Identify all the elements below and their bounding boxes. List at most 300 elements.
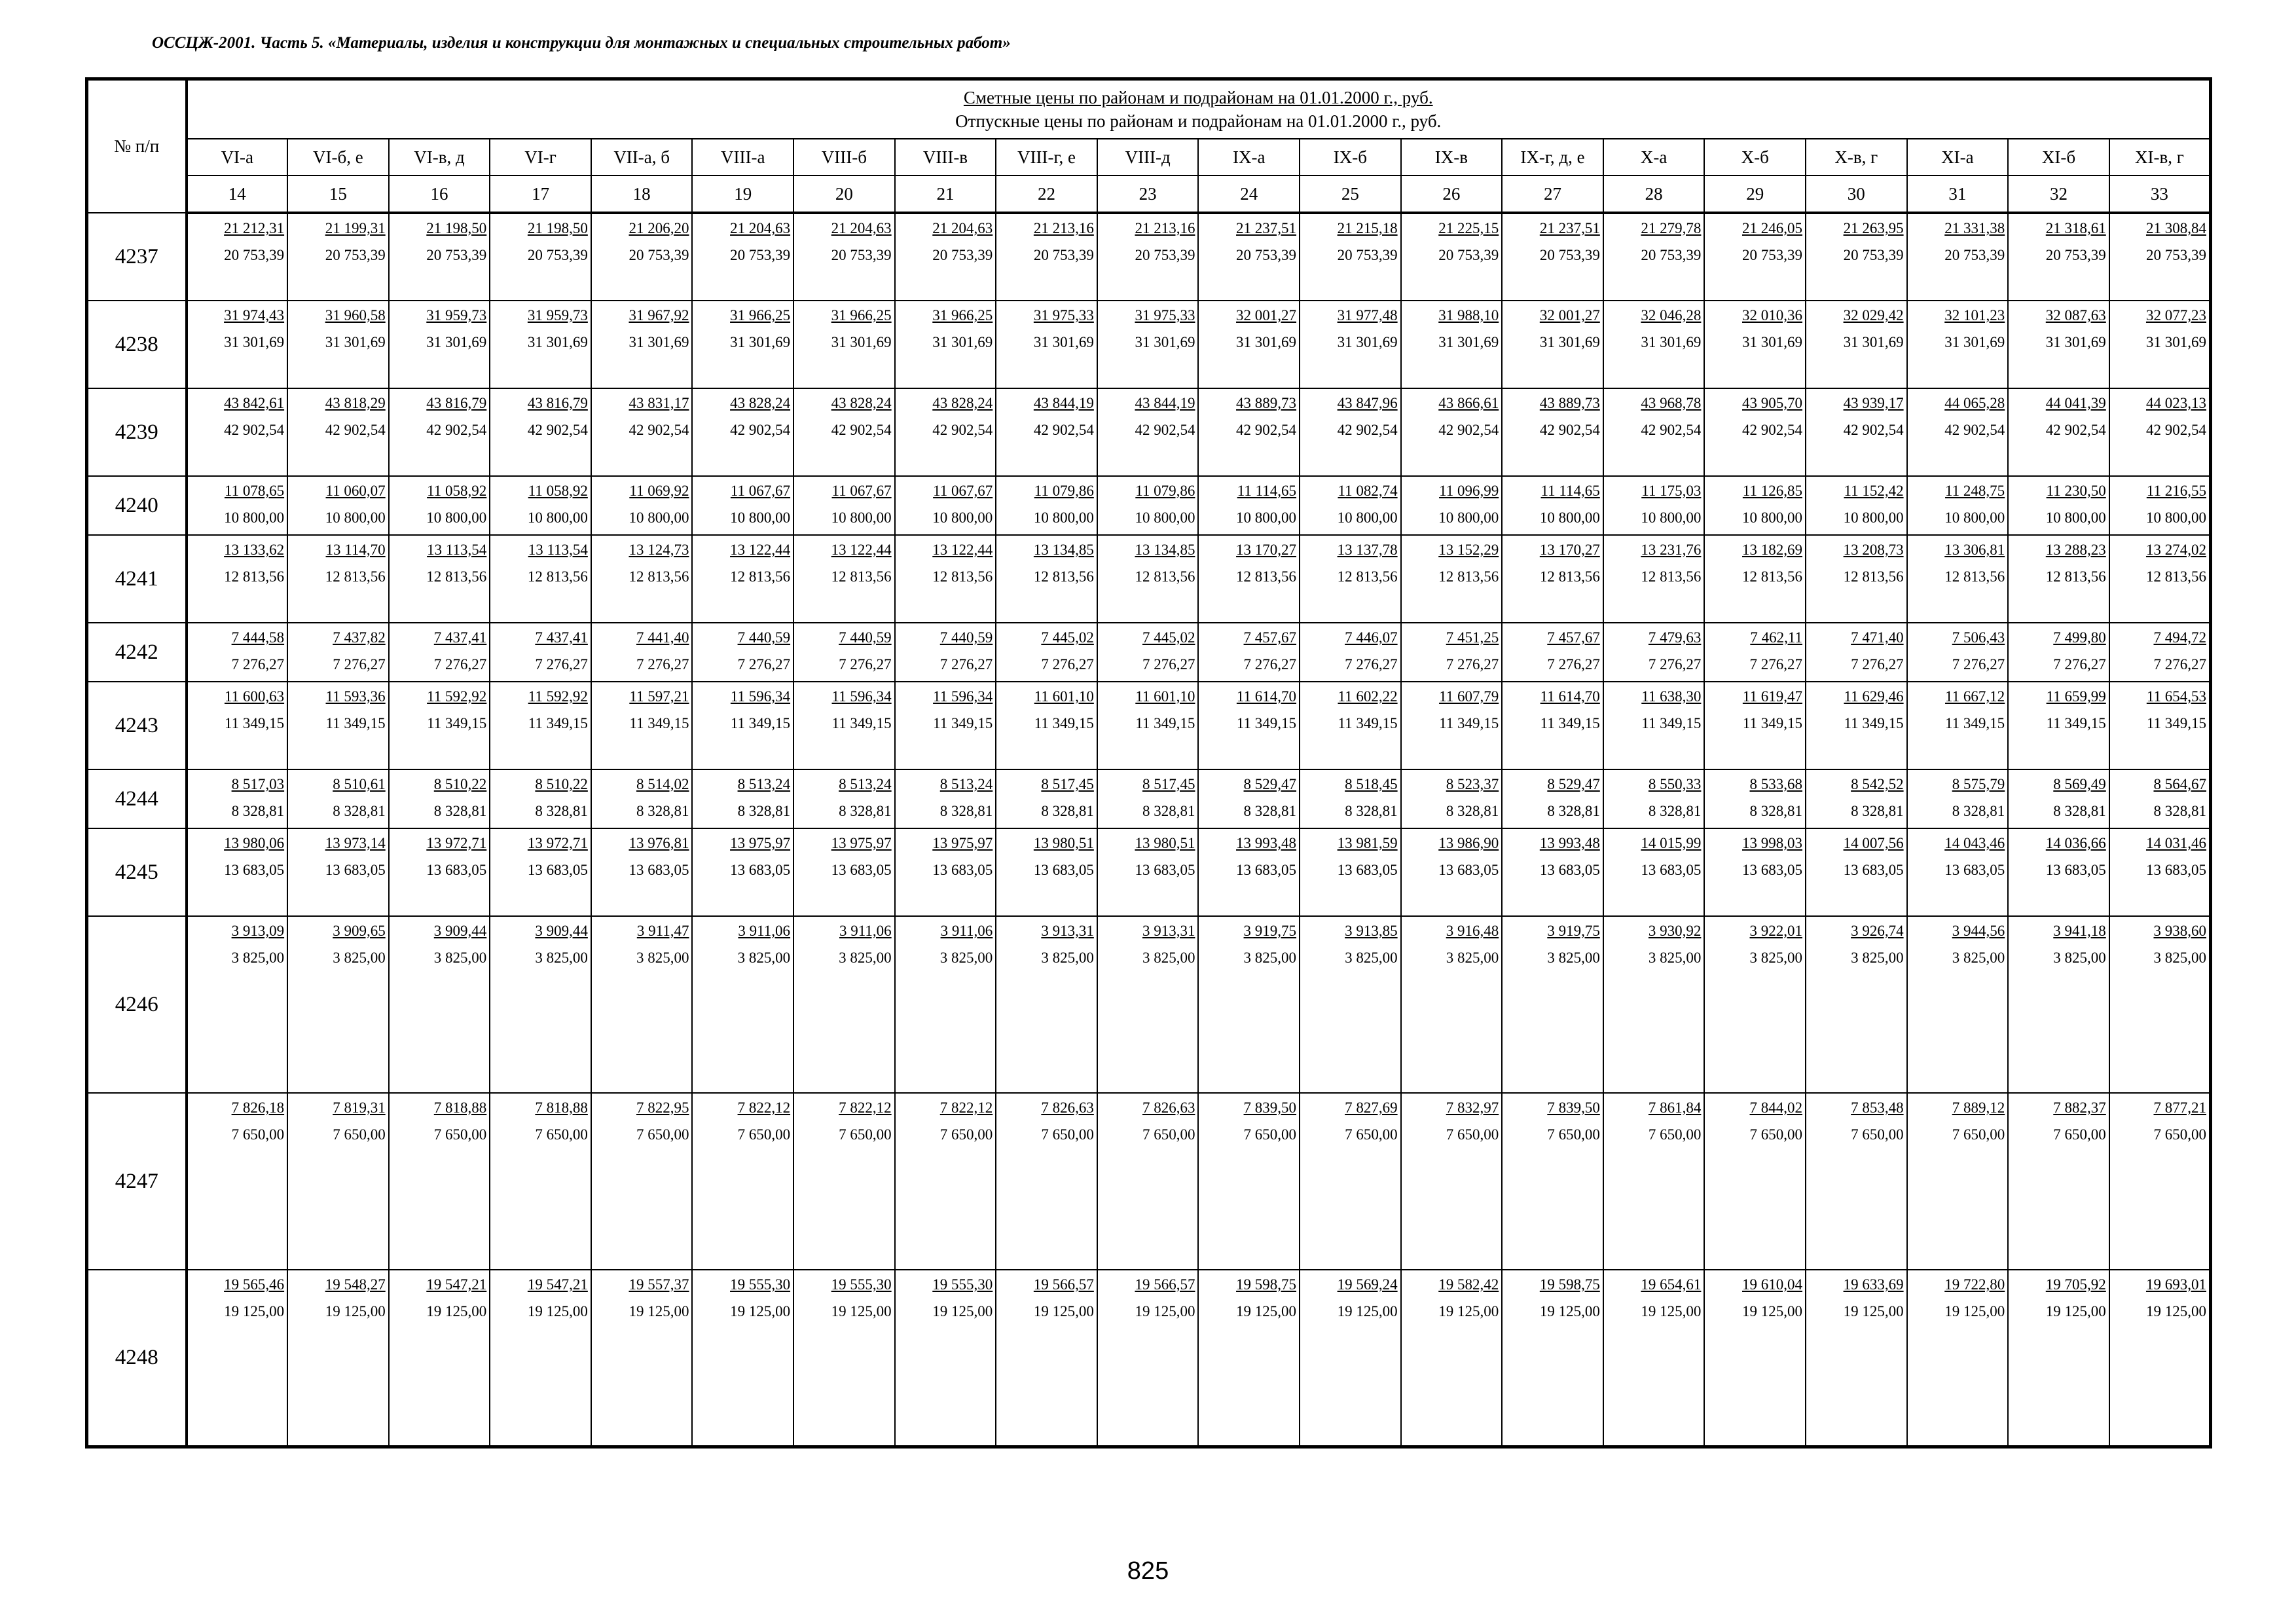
price-cell xyxy=(389,623,490,682)
estimate-price: 13 274,02 xyxy=(2145,542,2206,558)
release-price: 8 328,81 xyxy=(1851,803,1904,819)
price-cell xyxy=(490,1093,591,1270)
estimate-price: 11 058,92 xyxy=(528,483,588,499)
release-price: 3 825,00 xyxy=(2053,950,2106,966)
price-cell xyxy=(187,301,288,388)
release-price: 7 276,27 xyxy=(1345,656,1398,673)
price-cell xyxy=(1704,828,1806,916)
release-price: 10 800,00 xyxy=(1742,509,1802,526)
release-price: 31 301,69 xyxy=(1641,334,1702,350)
price-cell xyxy=(1603,769,1705,828)
estimate-price: 11 114,65 xyxy=(1237,483,1297,499)
release-price: 12 813,56 xyxy=(629,568,689,585)
estimate-price: 19 610,04 xyxy=(1742,1276,1802,1293)
release-price: 19 125,00 xyxy=(2145,1303,2206,1320)
estimate-price: 13 114,70 xyxy=(325,542,386,558)
price-cell xyxy=(692,476,793,535)
release-price: 13 683,05 xyxy=(2145,862,2206,878)
release-price: 8 328,81 xyxy=(1041,803,1094,819)
release-price: 12 813,56 xyxy=(730,568,791,585)
estimate-price: 7 494,72 xyxy=(2153,629,2206,646)
price-cell xyxy=(287,682,389,769)
price-cell xyxy=(591,916,693,1093)
district-header: VII-а, б xyxy=(591,139,693,175)
price-cell xyxy=(692,623,793,682)
price-cell xyxy=(1704,1270,1806,1447)
column-number: 22 xyxy=(996,175,1097,213)
estimate-price: 32 101,23 xyxy=(1944,307,2005,323)
release-price: 7 650,00 xyxy=(1142,1126,1195,1143)
release-price: 13 683,05 xyxy=(932,862,993,878)
price-cell xyxy=(895,535,996,623)
price-cell xyxy=(1806,828,1907,916)
estimate-price: 19 555,30 xyxy=(932,1276,993,1293)
district-header: VI-в, д xyxy=(389,139,490,175)
estimate-price: 11 629,46 xyxy=(1844,688,1904,705)
release-price: 20 753,39 xyxy=(629,247,689,263)
release-price: 7 650,00 xyxy=(2053,1126,2106,1143)
price-cell xyxy=(895,623,996,682)
estimate-price: 19 633,69 xyxy=(1843,1276,1904,1293)
estimate-price: 3 919,75 xyxy=(1243,923,1297,939)
release-price: 42 902,54 xyxy=(730,422,791,438)
estimate-price: 13 975,97 xyxy=(932,835,993,851)
price-cell xyxy=(793,1270,895,1447)
price-cell xyxy=(1300,301,1401,388)
price-cell xyxy=(1502,769,1603,828)
estimate-price: 31 966,25 xyxy=(730,307,791,323)
estimate-price: 11 654,53 xyxy=(2146,688,2206,705)
release-price: 7 650,00 xyxy=(1749,1126,1802,1143)
estimate-price: 3 941,18 xyxy=(2053,923,2106,939)
release-price: 7 276,27 xyxy=(737,656,791,673)
price-cell xyxy=(1603,916,1705,1093)
estimate-price: 8 523,37 xyxy=(1446,776,1499,792)
price-cell xyxy=(1907,1270,2009,1447)
release-price: 13 683,05 xyxy=(426,862,487,878)
estimate-price: 13 124,73 xyxy=(629,542,689,558)
release-price: 20 753,39 xyxy=(1944,247,2005,263)
release-price: 10 800,00 xyxy=(1236,509,1297,526)
release-price: 3 825,00 xyxy=(231,950,285,966)
release-price: 31 301,69 xyxy=(2145,334,2206,350)
release-price: 20 753,39 xyxy=(1641,247,1702,263)
estimate-price: 3 911,06 xyxy=(839,923,892,939)
release-price: 42 902,54 xyxy=(1539,422,1600,438)
price-cell xyxy=(1502,1270,1603,1447)
estimate-price: 21 199,31 xyxy=(325,220,386,236)
price-cell xyxy=(996,916,1097,1093)
release-price: 7 650,00 xyxy=(2153,1126,2206,1143)
estimate-price: 8 550,33 xyxy=(1648,776,1702,792)
estimate-price: 21 263,95 xyxy=(1843,220,1904,236)
estimate-price: 8 514,02 xyxy=(636,776,689,792)
release-price: 3 825,00 xyxy=(1547,950,1600,966)
estimate-price: 13 288,23 xyxy=(2045,542,2106,558)
district-header: VIII-б xyxy=(793,139,895,175)
column-number: 26 xyxy=(1401,175,1503,213)
price-cell xyxy=(591,388,693,476)
release-price: 20 753,39 xyxy=(527,247,588,263)
estimate-price: 11 175,03 xyxy=(1641,483,1702,499)
release-price: 8 328,81 xyxy=(1952,803,2005,819)
release-price: 42 902,54 xyxy=(1337,422,1398,438)
estimate-price: 13 980,06 xyxy=(224,835,285,851)
price-cell xyxy=(287,1093,389,1270)
release-price: 19 125,00 xyxy=(629,1303,689,1320)
release-price: 12 813,56 xyxy=(2145,568,2206,585)
estimate-price: 43 816,79 xyxy=(527,395,588,411)
price-cell xyxy=(2109,213,2211,301)
table-row xyxy=(87,828,2211,916)
price-cell xyxy=(1907,769,2009,828)
estimate-price: 13 208,73 xyxy=(1843,542,1904,558)
estimate-price: 19 722,80 xyxy=(1944,1276,2005,1293)
price-cell xyxy=(1401,213,1503,301)
price-cell xyxy=(2008,769,2109,828)
price-cell xyxy=(1401,476,1503,535)
estimate-price: 7 818,88 xyxy=(535,1099,588,1116)
estimate-price: 3 909,65 xyxy=(333,923,386,939)
price-cell xyxy=(2109,301,2211,388)
estimate-price: 11 067,67 xyxy=(933,483,993,499)
estimate-price: 7 506,43 xyxy=(1952,629,2005,646)
estimate-price: 19 582,42 xyxy=(1438,1276,1499,1293)
estimate-price: 7 877,21 xyxy=(2153,1099,2206,1116)
estimate-price: 21 225,15 xyxy=(1438,220,1499,236)
release-price: 20 753,39 xyxy=(224,247,285,263)
release-price: 10 800,00 xyxy=(1033,509,1094,526)
estimate-price: 31 966,25 xyxy=(932,307,993,323)
estimate-price: 3 911,06 xyxy=(738,923,791,939)
price-cell xyxy=(1907,682,2009,769)
price-cell xyxy=(1907,388,2009,476)
release-price: 42 902,54 xyxy=(1742,422,1802,438)
estimate-price: 31 977,48 xyxy=(1337,307,1398,323)
estimate-price: 19 693,01 xyxy=(2145,1276,2206,1293)
release-price: 10 800,00 xyxy=(1438,509,1499,526)
release-price: 10 800,00 xyxy=(2145,509,2206,526)
price-cell xyxy=(895,682,996,769)
column-number: 28 xyxy=(1603,175,1705,213)
release-price: 3 825,00 xyxy=(535,950,588,966)
price-cell xyxy=(793,828,895,916)
release-price: 19 125,00 xyxy=(1135,1303,1195,1320)
release-price: 13 683,05 xyxy=(1337,862,1398,878)
price-cell xyxy=(793,388,895,476)
estimate-price: 3 913,31 xyxy=(1142,923,1195,939)
price-cell xyxy=(895,388,996,476)
estimate-price: 11 060,07 xyxy=(325,483,386,499)
release-price: 3 825,00 xyxy=(433,950,487,966)
estimate-price: 11 248,75 xyxy=(1945,483,2005,499)
release-price: 3 825,00 xyxy=(1142,950,1195,966)
estimate-price: 31 988,10 xyxy=(1438,307,1499,323)
estimate-price: 21 331,38 xyxy=(1944,220,2005,236)
release-price: 19 125,00 xyxy=(1742,1303,1802,1320)
release-price: 3 825,00 xyxy=(1446,950,1499,966)
table-row xyxy=(87,476,2211,535)
release-price: 8 328,81 xyxy=(636,803,689,819)
estimate-price: 11 614,70 xyxy=(1540,688,1600,705)
release-price: 7 276,27 xyxy=(433,656,487,673)
estimate-price: 8 518,45 xyxy=(1345,776,1398,792)
price-cell xyxy=(1603,1093,1705,1270)
estimate-price: 31 967,92 xyxy=(629,307,689,323)
estimate-price: 11 114,65 xyxy=(1540,483,1600,499)
release-price: 13 683,05 xyxy=(730,862,791,878)
price-cell xyxy=(1806,916,1907,1093)
price-cell xyxy=(996,388,1097,476)
price-cell xyxy=(996,682,1097,769)
estimate-price: 19 566,57 xyxy=(1033,1276,1094,1293)
price-cell xyxy=(389,213,490,301)
price-cell xyxy=(1502,213,1603,301)
estimate-price: 43 828,24 xyxy=(730,395,791,411)
release-price: 8 328,81 xyxy=(2153,803,2206,819)
price-cell xyxy=(389,916,490,1093)
price-cell xyxy=(187,388,288,476)
estimate-price: 21 237,51 xyxy=(1236,220,1297,236)
release-price: 20 753,39 xyxy=(1438,247,1499,263)
district-header: IX-б xyxy=(1300,139,1401,175)
estimate-price: 11 082,74 xyxy=(1338,483,1398,499)
estimate-price: 32 077,23 xyxy=(2145,307,2206,323)
price-cell xyxy=(692,769,793,828)
estimate-price: 43 831,17 xyxy=(629,395,689,411)
price-cell xyxy=(1603,301,1705,388)
price-cell xyxy=(1401,828,1503,916)
price-cell xyxy=(1401,682,1503,769)
estimate-price: 21 198,50 xyxy=(527,220,588,236)
estimate-price: 21 204,63 xyxy=(932,220,993,236)
estimate-price: 7 889,12 xyxy=(1952,1099,2005,1116)
release-price: 13 683,05 xyxy=(1843,862,1904,878)
price-cell xyxy=(1907,476,2009,535)
estimate-price: 13 980,51 xyxy=(1033,835,1094,851)
release-price: 31 301,69 xyxy=(932,334,993,350)
district-header: IX-в xyxy=(1401,139,1503,175)
estimate-price: 7 822,12 xyxy=(737,1099,791,1116)
price-cell xyxy=(1806,1270,1907,1447)
price-cell xyxy=(187,828,288,916)
release-price-title: Отпускные цены по районам и подрайонам на 01.01.2000 г., руб. xyxy=(955,111,1442,131)
release-price: 3 825,00 xyxy=(839,950,892,966)
estimate-price: 8 533,68 xyxy=(1749,776,1802,792)
price-cell xyxy=(1097,476,1199,535)
release-price: 3 825,00 xyxy=(1952,950,2005,966)
estimate-price: 3 922,01 xyxy=(1749,923,1802,939)
estimate-price: 7 822,95 xyxy=(636,1099,689,1116)
price-cell xyxy=(1097,623,1199,682)
estimate-price: 43 816,79 xyxy=(426,395,487,411)
price-cell xyxy=(793,535,895,623)
estimate-price: 8 513,24 xyxy=(839,776,892,792)
price-cell xyxy=(1806,682,1907,769)
estimate-price: 43 866,61 xyxy=(1438,395,1499,411)
price-cell xyxy=(1300,828,1401,916)
row-number: 4246 xyxy=(87,916,187,1093)
table-row xyxy=(87,535,2211,623)
column-number: 30 xyxy=(1806,175,1907,213)
price-cell xyxy=(2008,301,2109,388)
release-price: 31 301,69 xyxy=(629,334,689,350)
release-price: 8 328,81 xyxy=(839,803,892,819)
release-price: 8 328,81 xyxy=(1648,803,1702,819)
release-price: 20 753,39 xyxy=(1135,247,1195,263)
release-price: 31 301,69 xyxy=(1236,334,1297,350)
table-title xyxy=(187,79,2211,139)
price-cell xyxy=(1198,213,1300,301)
estimate-price: 13 170,27 xyxy=(1539,542,1600,558)
price-cell xyxy=(2008,682,2109,769)
price-cell xyxy=(187,1093,288,1270)
release-price: 10 800,00 xyxy=(629,509,689,526)
release-price: 13 683,05 xyxy=(1539,862,1600,878)
district-header-row xyxy=(87,139,2211,175)
estimate-price: 8 542,52 xyxy=(1851,776,1904,792)
column-number: 20 xyxy=(793,175,895,213)
estimate-price: 32 001,27 xyxy=(1539,307,1600,323)
table-row xyxy=(87,916,2211,1093)
estimate-price: 11 079,86 xyxy=(1135,483,1195,499)
release-price: 12 813,56 xyxy=(1539,568,1600,585)
estimate-price: 13 122,44 xyxy=(932,542,993,558)
estimate-price: 31 959,73 xyxy=(426,307,487,323)
release-price: 42 902,54 xyxy=(932,422,993,438)
estimate-price: 3 909,44 xyxy=(433,923,487,939)
release-price: 31 301,69 xyxy=(325,334,386,350)
release-price: 19 125,00 xyxy=(426,1303,487,1320)
price-cell xyxy=(287,916,389,1093)
release-price: 3 825,00 xyxy=(636,950,689,966)
price-cell xyxy=(2008,916,2109,1093)
price-cell xyxy=(591,476,693,535)
price-cell xyxy=(591,1093,693,1270)
release-price: 12 813,56 xyxy=(1033,568,1094,585)
release-price: 10 800,00 xyxy=(426,509,487,526)
estimate-price: 11 614,70 xyxy=(1236,688,1297,705)
release-price: 42 902,54 xyxy=(629,422,689,438)
price-cell xyxy=(1704,916,1806,1093)
price-cell xyxy=(591,682,693,769)
price-cell xyxy=(1300,916,1401,1093)
estimate-price: 31 959,73 xyxy=(527,307,588,323)
release-price: 11 349,15 xyxy=(629,715,689,731)
release-price: 11 349,15 xyxy=(730,715,791,731)
estimate-price: 7 437,41 xyxy=(535,629,588,646)
price-table xyxy=(85,77,2212,1449)
price-cell xyxy=(1704,535,1806,623)
column-number: 19 xyxy=(692,175,793,213)
price-cell xyxy=(2109,476,2211,535)
estimate-price: 7 844,02 xyxy=(1749,1099,1802,1116)
price-cell xyxy=(1502,1093,1603,1270)
running-title: ОССЦЖ-2001. Часть 5. «Материалы, изделия и конструкции для монтажных и специальных строительных работ» xyxy=(152,34,1011,52)
price-cell xyxy=(895,1270,996,1447)
release-price: 20 753,39 xyxy=(730,247,791,263)
estimate-price: 21 206,20 xyxy=(629,220,689,236)
price-cell xyxy=(895,301,996,388)
price-cell xyxy=(1907,828,2009,916)
release-price: 7 276,27 xyxy=(1851,656,1904,673)
price-cell xyxy=(793,476,895,535)
price-cell xyxy=(1097,213,1199,301)
estimate-price: 11 592,92 xyxy=(528,688,588,705)
price-cell xyxy=(287,388,389,476)
estimate-price: 13 133,62 xyxy=(224,542,285,558)
price-cell xyxy=(2109,623,2211,682)
column-number: 17 xyxy=(490,175,591,213)
release-price: 7 650,00 xyxy=(1648,1126,1702,1143)
release-price: 7 276,27 xyxy=(1749,656,1802,673)
estimate-price: 11 601,10 xyxy=(1034,688,1094,705)
column-number: 27 xyxy=(1502,175,1603,213)
estimate-price: 3 911,06 xyxy=(940,923,993,939)
estimate-price: 19 557,37 xyxy=(629,1276,689,1293)
release-price: 20 753,39 xyxy=(1236,247,1297,263)
estimate-price: 7 437,41 xyxy=(433,629,487,646)
estimate-price: 21 213,16 xyxy=(1033,220,1094,236)
price-cell xyxy=(490,535,591,623)
price-cell xyxy=(793,916,895,1093)
release-price: 8 328,81 xyxy=(1142,803,1195,819)
price-cell xyxy=(1502,476,1603,535)
estimate-price-title: Сметные цены по районам и подрайонам на 01.01.2000 г., руб. xyxy=(963,88,1433,107)
release-price: 11 349,15 xyxy=(1844,715,1904,731)
estimate-price: 3 909,44 xyxy=(535,923,588,939)
release-price: 20 753,39 xyxy=(1539,247,1600,263)
release-price: 11 349,15 xyxy=(1236,715,1297,731)
estimate-price: 13 306,81 xyxy=(1944,542,2005,558)
release-price: 8 328,81 xyxy=(433,803,487,819)
estimate-price: 13 134,85 xyxy=(1135,542,1195,558)
release-price: 11 349,15 xyxy=(1540,715,1600,731)
estimate-price: 11 667,12 xyxy=(1945,688,2005,705)
price-cell xyxy=(2109,682,2211,769)
release-price: 7 276,27 xyxy=(535,656,588,673)
release-price: 12 813,56 xyxy=(527,568,588,585)
price-cell xyxy=(490,301,591,388)
estimate-price: 32 087,63 xyxy=(2045,307,2106,323)
estimate-price: 21 279,78 xyxy=(1641,220,1702,236)
price-cell xyxy=(1502,916,1603,1093)
price-cell xyxy=(1097,828,1199,916)
price-cell xyxy=(1907,623,2009,682)
estimate-price: 32 029,42 xyxy=(1843,307,1904,323)
district-header: XI-б xyxy=(2008,139,2109,175)
price-cell xyxy=(1704,213,1806,301)
release-price: 10 800,00 xyxy=(1843,509,1904,526)
price-cell xyxy=(1198,682,1300,769)
price-cell xyxy=(1907,1093,2009,1270)
release-price: 11 349,15 xyxy=(325,715,386,731)
release-price: 3 825,00 xyxy=(2153,950,2206,966)
price-cell xyxy=(2109,388,2211,476)
estimate-price: 3 926,74 xyxy=(1851,923,1904,939)
price-cell xyxy=(1603,682,1705,769)
estimate-price: 21 204,63 xyxy=(831,220,892,236)
price-cell xyxy=(1704,623,1806,682)
district-header: VIII-г, е xyxy=(996,139,1097,175)
release-price: 19 125,00 xyxy=(1641,1303,1702,1320)
estimate-price: 13 980,51 xyxy=(1135,835,1195,851)
price-cell xyxy=(1907,535,2009,623)
estimate-price: 3 913,31 xyxy=(1041,923,1094,939)
price-cell xyxy=(793,682,895,769)
release-price: 3 825,00 xyxy=(939,950,993,966)
release-price: 12 813,56 xyxy=(1337,568,1398,585)
